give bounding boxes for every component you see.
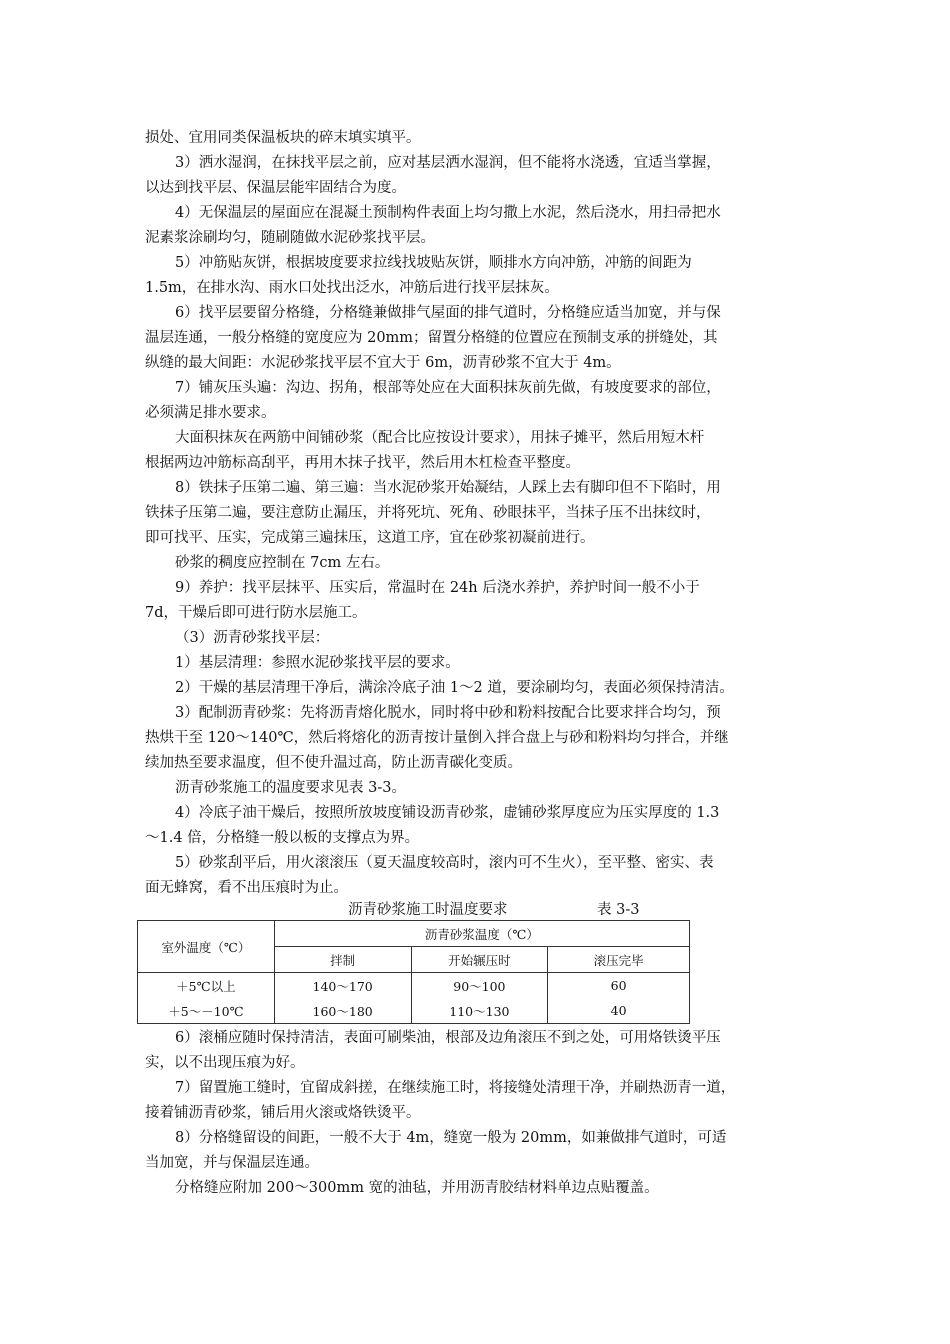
- table-row: [138, 998, 690, 1024]
- text-line: 5）砂浆刮平后，用火滚滚压（夏天温度较高时，滚内可不生火），至平整、密实、表: [175, 855, 714, 871]
- value-cell: 60: [548, 973, 690, 999]
- text-line: 8）铁抹子压第二遍、第三遍：当水泥砂浆开始凝结，人踩上去有脚印但不下陷时，用: [175, 480, 721, 496]
- text-line: 3）配制沥青砂浆：先将沥青熔化脱水，同时将中砂和粉料按配合比要求拌合均匀，预: [175, 705, 721, 721]
- text-line: （3）沥青砂浆找平层：: [175, 630, 330, 646]
- text-line: 根据两边冲筋标高刮平，再用木抹子找平，然后用木杠检查平整度。: [145, 455, 580, 471]
- table-caption: 沥青砂浆施工时温度要求: [348, 902, 508, 918]
- table-number: 表 3-3: [597, 902, 640, 918]
- text-line: 接着铺沥青砂浆，铺后用火滚或烙铁烫平。: [145, 1105, 421, 1121]
- text-line: 6）滚桶应随时保持清洁，表面可刷柴油，根部及边角滚压不到之处，可用烙铁烫平压: [175, 1030, 721, 1046]
- text-line: 5）冲筋贴灰饼，根据坡度要求拉线找坡贴灰饼，顺排水方向冲筋，冲筋的间距为: [175, 255, 692, 271]
- text-line: ～1.4 倍，分格缝一般以板的支撑点为界。: [145, 830, 420, 846]
- group-header-cell: 沥青砂浆温度（℃）: [274, 921, 689, 947]
- text-line: 7）留置施工缝时，宜留成斜搓，在继续施工时，将接缝处清理干净，并刷热沥青一道，: [175, 1080, 736, 1096]
- text-line: 必须满足排水要求。: [145, 405, 276, 421]
- value-cell: 110～130: [411, 998, 548, 1024]
- text-line: 4）冷底子油干燥后，按照所放坡度铺设沥青砂浆，虚铺砂浆厚度应为压实厚度的 1.3: [175, 805, 720, 821]
- row-label-cell: ＋5～－10℃: [138, 998, 275, 1024]
- text-line: 大面积抹灰在两筋中间铺砂浆（配合比应按设计要求），用抹子摊平，然后用短木杆: [175, 430, 705, 446]
- text-line: 1.5m，在排水沟、雨水口处找出泛水，冲筋后进行找平层抹灰。: [145, 280, 559, 296]
- value-cell: 140～170: [274, 973, 411, 999]
- text-line: 7d，干燥后即可进行防水层施工。: [145, 605, 367, 621]
- column-header-cell: 开始辗压时: [411, 947, 548, 973]
- text-line: 6）找平层要留分格缝，分格缝兼做排气屋面的排气道时，分格缝应适当加宽，并与保: [175, 305, 721, 321]
- text-line: 损处、宜用同类保温板块的碎末填实填平。: [145, 130, 421, 146]
- text-line: 4）无保温层的屋面应在混凝土预制构件表面上均匀撒上水泥，然后浇水，用扫帚把水: [175, 205, 721, 221]
- column-header-cell: 滚压完毕: [548, 947, 690, 973]
- text-line: 即可找平、压实，完成第三遍抹压，这道工序，宜在砂浆初凝前进行。: [145, 530, 595, 546]
- column-header-cell: 拌制: [274, 947, 411, 973]
- text-line: 当加宽，并与保温层连通。: [145, 1155, 319, 1171]
- text-line: 3）洒水湿润，在抹找平层之前，应对基层洒水湿润，但不能将水浇透，宜适当掌握，: [175, 155, 721, 171]
- text-line: 9）养护：找平层抹平、压实后，常温时在 24h 后浇水养护，养护时间一般不小于: [175, 580, 700, 596]
- text-line: 沥青砂浆施工的温度要求见表 3-3。: [175, 780, 406, 796]
- row-label-cell: ＋5℃以上: [138, 973, 275, 999]
- text-line: 以达到找平层、保温层能牢固结合为度。: [145, 180, 406, 196]
- text-line: 7）铺灰压头遍：沟边、拐角，根部等处应在大面积抹灰前先做，有坡度要求的部位，: [175, 380, 721, 396]
- text-line: 泥素浆涂刷均匀，随刷随做水泥砂浆找平层。: [145, 230, 435, 246]
- text-line: 铁抹子压第二遍，要注意防止漏压，并将死坑、死角、砂眼抹平，当抹子压不出抹纹时，: [145, 505, 711, 521]
- text-line: 面无蜂窝，看不出压痕时为止。: [145, 880, 348, 896]
- value-cell: 160～180: [274, 998, 411, 1024]
- text-line: 热烘干至 120～140℃，然后将熔化的沥青按计量倒入拌合盘上与砂和粉料均匀拌合，并继: [145, 730, 729, 746]
- text-line: 8）分格缝留设的间距，一般不大于 4m，缝宽一般为 20mm，如兼做排气道时，可适: [175, 1130, 727, 1146]
- text-line: 续加热至要求温度，但不使升温过高，防止沥青碳化变质。: [145, 755, 522, 771]
- text-line: 温层连通，一般分格缝的宽度应为 20mm；留置分格缝的位置应在预制支承的拼缝处，其: [145, 330, 718, 346]
- row-header-cell: 室外温度（℃）: [138, 921, 275, 973]
- text-line: 2）干燥的基层清理干净后，满涂冷底子油 1～2 道，要涂刷均匀，表面必须保持清洁。: [175, 680, 734, 696]
- text-line: 砂浆的稠度应控制在 7cm 左右。: [175, 555, 390, 571]
- text-line: 分格缝应附加 200～300mm 宽的油毡，并用沥青胶结材料单边点贴覆盖。: [175, 1180, 659, 1196]
- temperature-table: [137, 920, 690, 1024]
- text-line: 1）基层清理：参照水泥砂浆找平层的要求。: [175, 655, 460, 671]
- table-row: [138, 973, 690, 999]
- value-cell: 40: [548, 998, 690, 1024]
- text-line: 纵缝的最大间距：水泥砂浆找平层不宜大于 6m，沥青砂浆不宜大于 4m。: [145, 355, 621, 371]
- value-cell: 90～100: [411, 973, 548, 999]
- text-line: 实，以不出现压痕为好。: [145, 1055, 305, 1071]
